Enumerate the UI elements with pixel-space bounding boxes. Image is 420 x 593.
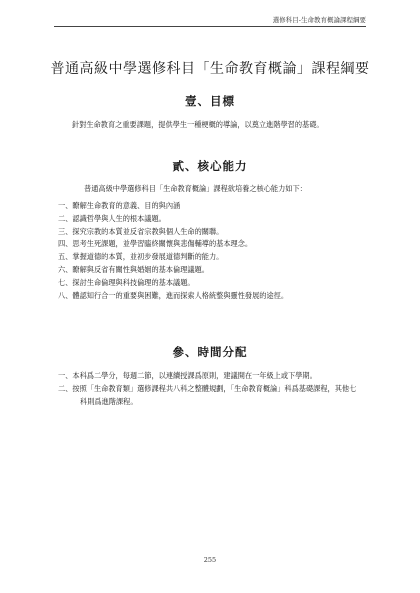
document-title: 普通高級中學選修科目「生命教育概論」課程綱要 bbox=[50, 61, 370, 77]
list-item: 八、體認知行合一的重要與困難，進而探索人格統整與靈性發展的途徑。 bbox=[58, 290, 289, 300]
core-competencies-list bbox=[58, 200, 362, 302]
list-item: 二、認識哲學與人生的根本議題。 bbox=[58, 213, 166, 223]
list-item: 一、瞭解生命教育的意義、目的與內涵 bbox=[58, 201, 181, 210]
core-competencies-intro: 普通高級中學選修科目「生命教育概論」課程欲培養之核心能力如下： bbox=[84, 184, 307, 193]
list-item: 七、探討生命倫理與科技倫理的基本議題。 bbox=[58, 277, 195, 287]
header-rule bbox=[54, 26, 366, 27]
list-item: 四、思考生死課題，並學習臨終關懷與悲傷輔導的基本理念。 bbox=[58, 239, 253, 249]
list-item: 三、探究宗教的本質並反省宗教與個人生命的關聯。 bbox=[58, 226, 224, 236]
time-allocation-list bbox=[58, 370, 362, 408]
section-heading-time-allocation: 參、時間分配 bbox=[172, 345, 248, 359]
list-item: 六、瞭解與反省有關性與婚姻的基本倫理議題。 bbox=[58, 264, 209, 274]
section-heading-core-competencies: 貳、核心能力 bbox=[172, 159, 248, 173]
list-item: 二、按照「生命教育類」選修課程共八科之整體規劃，「生命教育概論」科爲基礎課程，其他七科則爲進階課程。 bbox=[58, 383, 357, 406]
list-item: 五、掌握道德的本質，並初步發展道德判斷的能力。 bbox=[58, 252, 224, 262]
section-heading-objectives: 壹、目標 bbox=[185, 94, 235, 108]
page-number: 255 bbox=[203, 556, 217, 564]
list-item: 一、本科爲二學分，每週二節，以連續授課爲原則，建議開在一年級上或下學期。 bbox=[58, 371, 317, 380]
objectives-paragraph: 針對生命教育之重要課題，提供學生一種梗概的導論，以奠立進階學習的基礎。 bbox=[72, 120, 324, 129]
running-header: 選修科目-生命教育概論課程綱要 bbox=[272, 16, 366, 24]
